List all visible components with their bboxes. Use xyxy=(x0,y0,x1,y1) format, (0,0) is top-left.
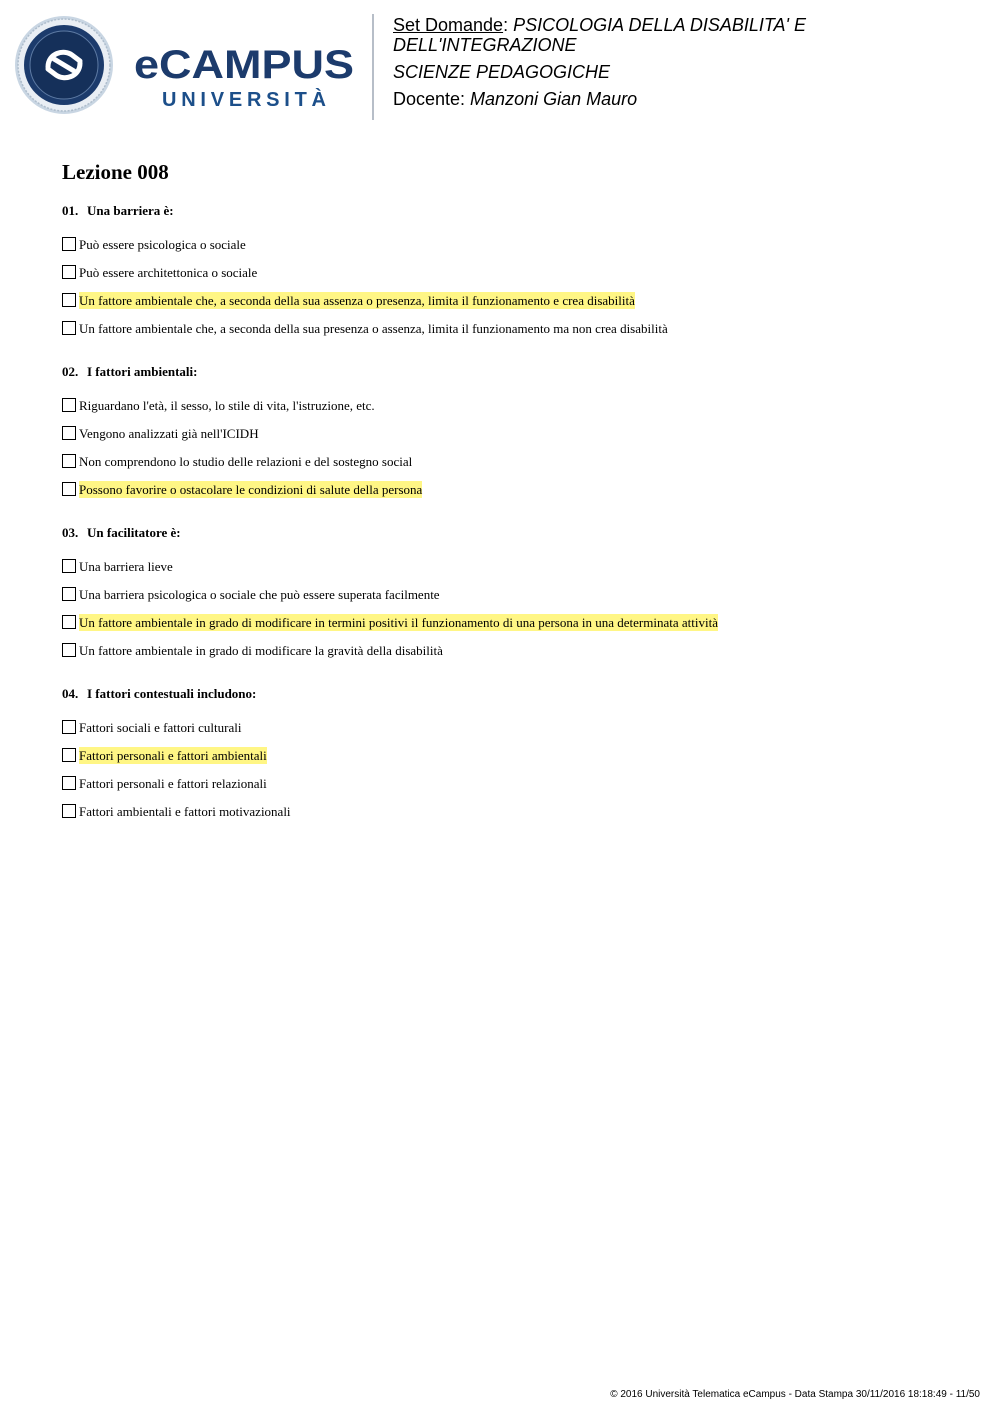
answer-checkbox[interactable] xyxy=(62,293,76,307)
question-text: I fattori ambientali: xyxy=(87,364,198,379)
ecampus-seal-logo xyxy=(14,15,114,115)
answer-checkbox[interactable] xyxy=(62,776,76,790)
logo-brand-text: eCAMPUS xyxy=(134,43,354,87)
course-info xyxy=(393,15,993,109)
question-text: Un facilitatore è: xyxy=(87,525,181,540)
answer-checkbox[interactable] xyxy=(62,720,76,734)
teacher-label: Docente: xyxy=(393,89,471,109)
answer-option[interactable] xyxy=(62,769,962,797)
logo-sub-text: UNIVERSITÀ xyxy=(162,89,326,110)
answer-checkbox[interactable] xyxy=(62,804,76,818)
question-title xyxy=(62,203,962,219)
answer-option[interactable] xyxy=(62,580,962,608)
answer-text: Riguardano l'età, il sesso, lo stile di vita, l'istruzione, etc. xyxy=(79,397,375,413)
answer-checkbox[interactable] xyxy=(62,237,76,251)
question-block xyxy=(62,203,962,342)
page-footer: © 2016 Università Telematica eCampus - Data Stampa 30/11/2016 18:18:49 - 11/50 xyxy=(610,1389,980,1400)
question-title xyxy=(62,525,962,541)
lesson-title: Lezione 008 xyxy=(62,160,169,184)
question-number: 01. xyxy=(62,203,79,218)
answer-option[interactable] xyxy=(62,258,962,286)
faculty-name: SCIENZE PEDAGOGICHE xyxy=(393,62,611,82)
set-colon: : xyxy=(503,15,514,35)
question-title xyxy=(62,364,962,380)
page-header xyxy=(0,0,1000,130)
teacher-name: Manzoni Gian Mauro xyxy=(470,89,638,109)
set-label: Set Domande xyxy=(393,15,504,35)
answer-option[interactable] xyxy=(62,230,962,258)
answer-checkbox[interactable] xyxy=(62,265,76,279)
answer-option[interactable] xyxy=(62,713,962,741)
questions-list xyxy=(62,203,962,847)
answer-text: Vengono analizzati già nell'ICIDH xyxy=(79,425,259,441)
course-title-line1: PSICOLOGIA DELLA DISABILITA' E xyxy=(513,15,806,35)
answer-text-highlighted: Un fattore ambientale che, a seconda della sua assenza o presenza, limita il funzionamento e crea disabilità xyxy=(79,292,635,308)
answer-checkbox[interactable] xyxy=(62,615,76,629)
course-title-line2: DELL'INTEGRAZIONE xyxy=(393,35,577,55)
answer-text: Fattori ambientali e fattori motivazionali xyxy=(79,803,291,819)
answer-text: Non comprendono lo studio delle relazioni e del sostegno social xyxy=(79,453,413,469)
answer-checkbox[interactable] xyxy=(62,426,76,440)
question-text: I fattori contestuali includono: xyxy=(87,686,257,701)
answer-option[interactable] xyxy=(62,391,962,419)
question-block xyxy=(62,525,962,664)
answer-text: Un fattore ambientale che, a seconda della sua presenza o assenza, limita il funzionamento ma non crea disabilità xyxy=(79,320,668,336)
answer-text-highlighted: Fattori personali e fattori ambientali xyxy=(79,747,267,763)
answer-option[interactable] xyxy=(62,636,962,664)
answer-option[interactable] xyxy=(62,447,962,475)
question-block xyxy=(62,364,962,503)
question-title xyxy=(62,686,962,702)
answer-checkbox[interactable] xyxy=(62,454,76,468)
answer-option[interactable] xyxy=(62,419,962,447)
answer-option[interactable] xyxy=(62,608,962,636)
answer-text: Può essere psicologica o sociale xyxy=(79,236,246,252)
answer-option[interactable] xyxy=(62,797,962,825)
answer-checkbox[interactable] xyxy=(62,587,76,601)
answer-option[interactable] xyxy=(62,314,962,342)
answer-text: Fattori personali e fattori relazionali xyxy=(79,775,267,791)
answer-option[interactable] xyxy=(62,741,962,769)
answer-checkbox[interactable] xyxy=(62,559,76,573)
answer-text: Può essere architettonica o sociale xyxy=(79,264,258,280)
header-divider xyxy=(372,14,374,120)
ecampus-wordmark xyxy=(134,40,356,110)
answer-option[interactable] xyxy=(62,552,962,580)
answer-checkbox[interactable] xyxy=(62,321,76,335)
answer-checkbox[interactable] xyxy=(62,482,76,496)
answer-checkbox[interactable] xyxy=(62,643,76,657)
question-block xyxy=(62,686,962,825)
answer-checkbox[interactable] xyxy=(62,398,76,412)
question-number: 02. xyxy=(62,364,79,379)
question-number: 04. xyxy=(62,686,79,701)
answer-text: Una barriera psicologica o sociale che può essere superata facilmente xyxy=(79,586,440,602)
answer-text-highlighted: Un fattore ambientale in grado di modificare in termini positivi il funzionamento di una persona in una determinata attività xyxy=(79,614,718,630)
answer-option[interactable] xyxy=(62,475,962,503)
answer-text: Un fattore ambientale in grado di modificare la gravità della disabilità xyxy=(79,642,443,658)
question-number: 03. xyxy=(62,525,79,540)
answer-text-highlighted: Possono favorire o ostacolare le condizioni di salute della persona xyxy=(79,481,423,497)
answer-option[interactable] xyxy=(62,286,962,314)
answer-text: Una barriera lieve xyxy=(79,558,173,574)
question-text: Una barriera è: xyxy=(87,203,174,218)
answer-checkbox[interactable] xyxy=(62,748,76,762)
answer-text: Fattori sociali e fattori culturali xyxy=(79,719,242,735)
